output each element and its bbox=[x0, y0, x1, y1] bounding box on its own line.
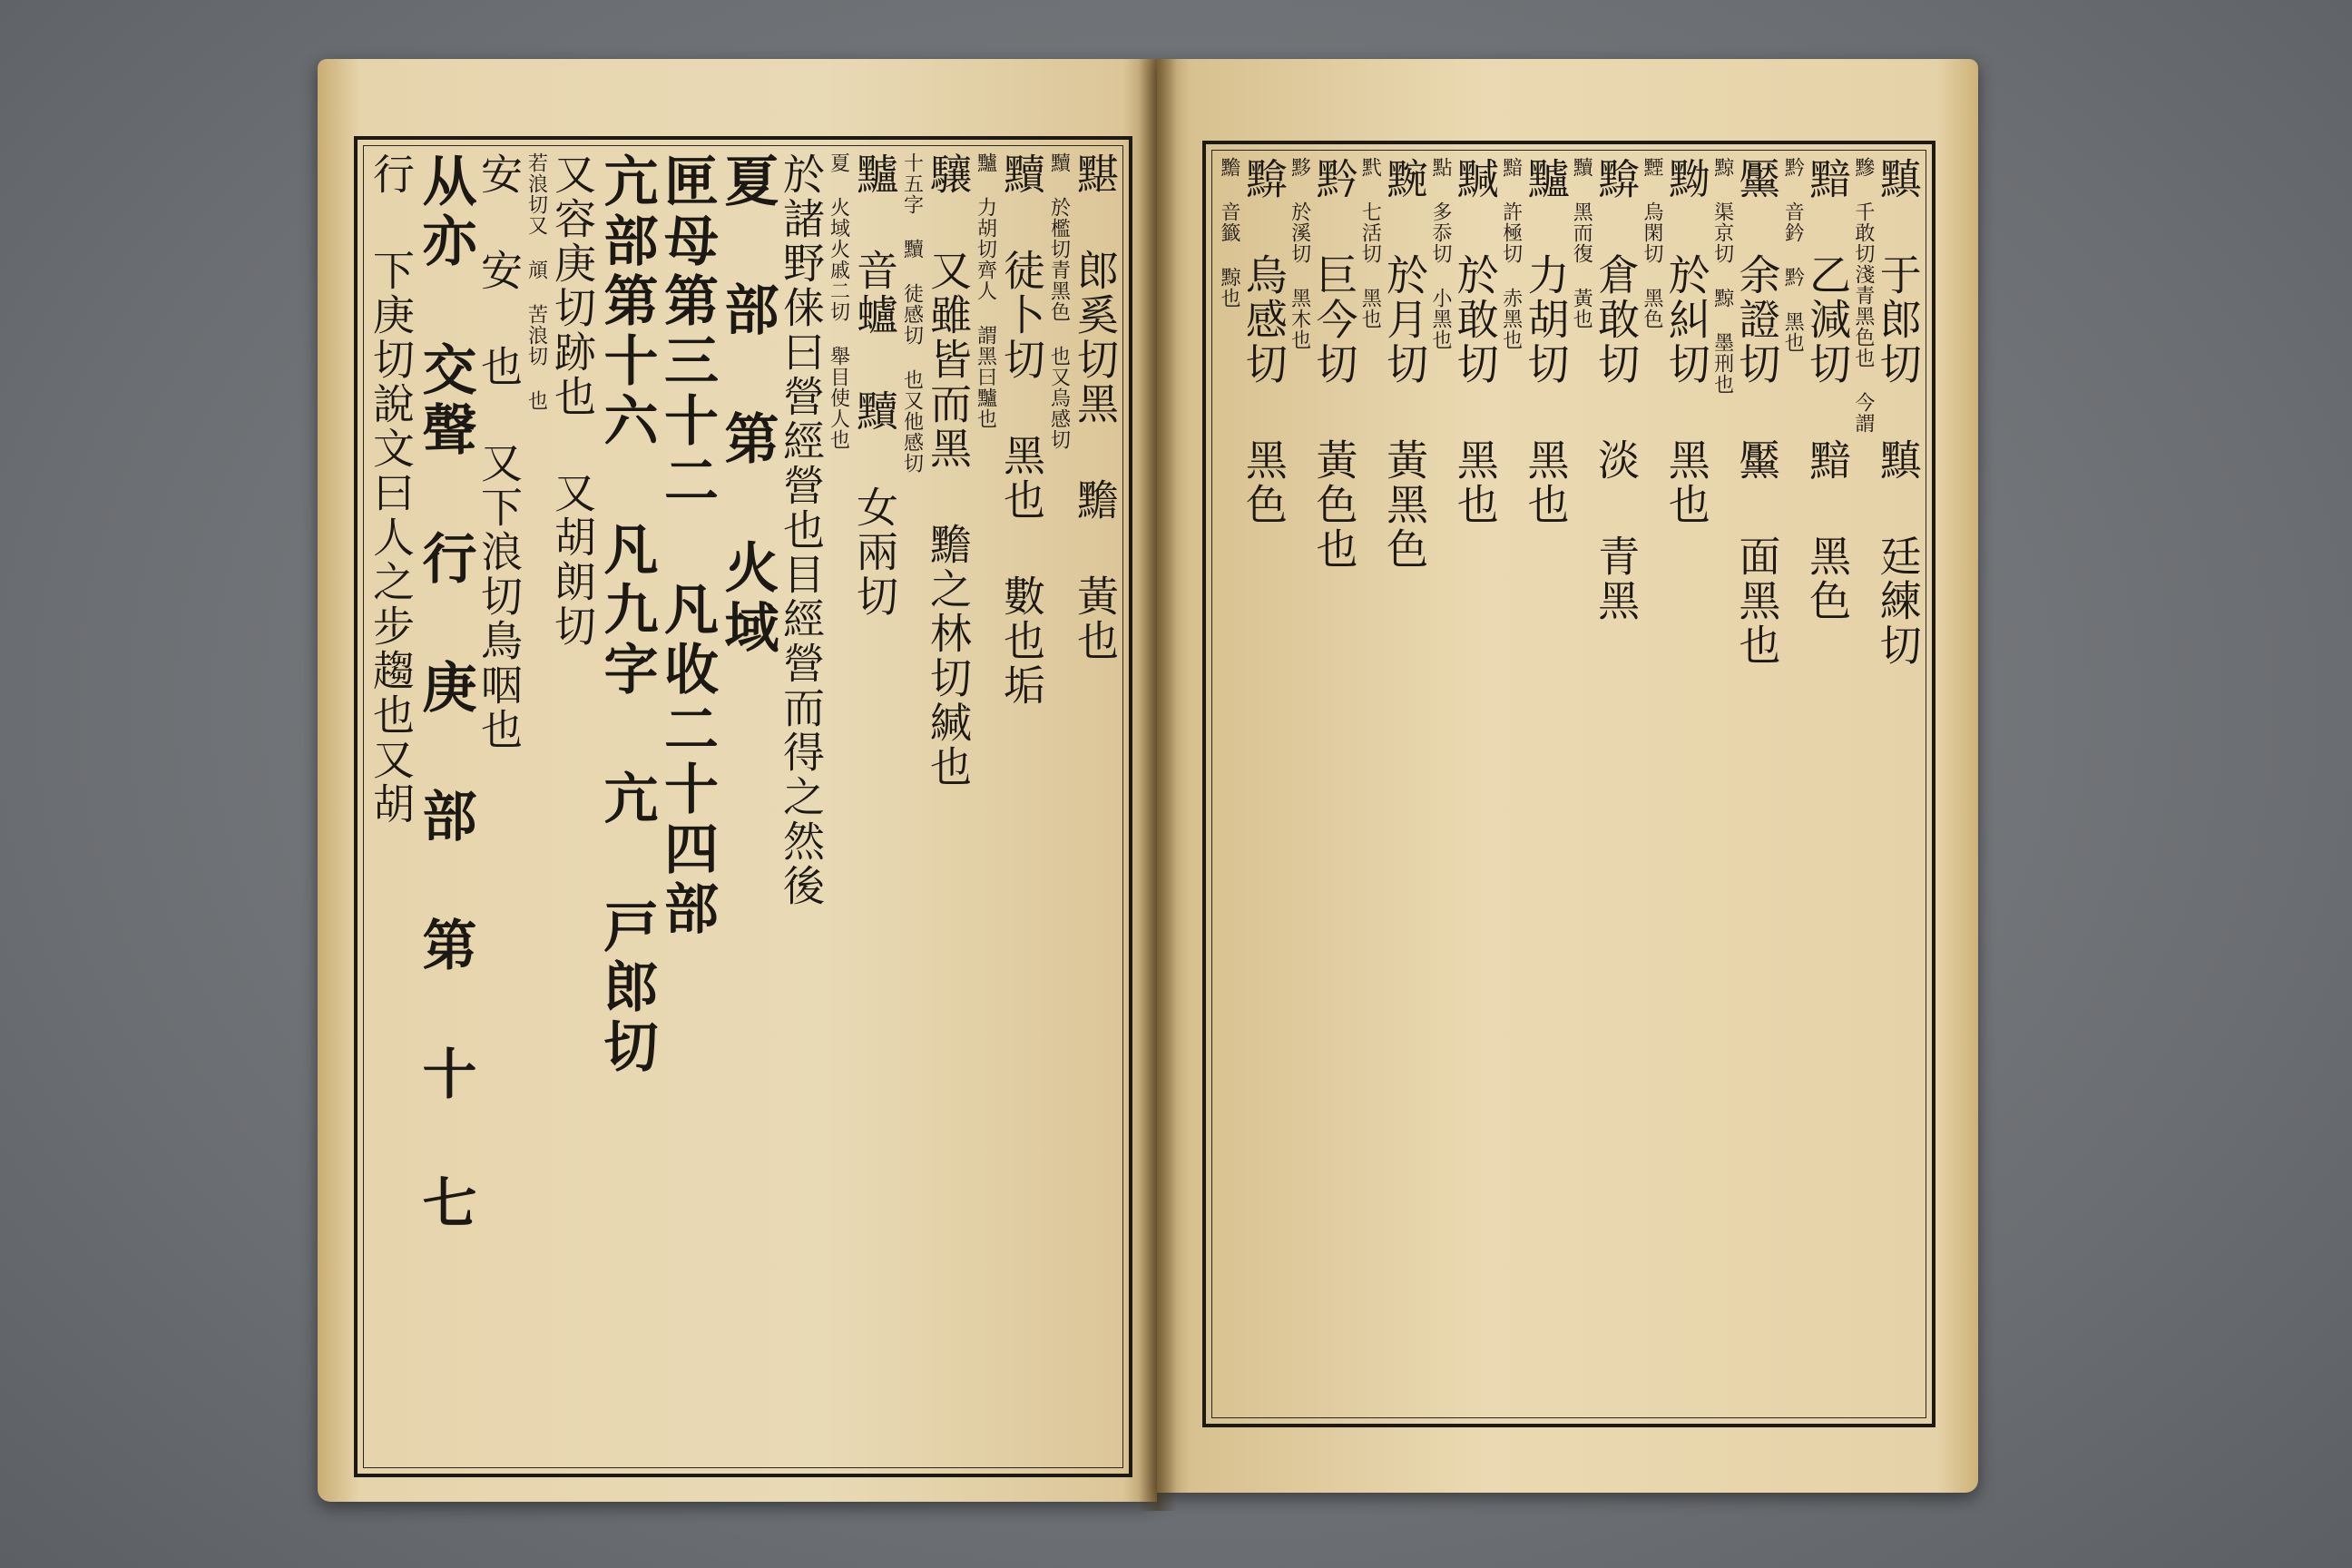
right-page-text-column: 黓 七活切 黑也 bbox=[1358, 157, 1382, 329]
right-page-text-column: 黥 渠京切 黥 墨刑也 bbox=[1710, 157, 1734, 395]
left-page-text-column: 黷 於檻切青黑色 也又烏感切 bbox=[1047, 152, 1071, 450]
open-book bbox=[318, 59, 1978, 1520]
book-gutter bbox=[1139, 59, 1177, 1511]
right-page-text-column: 黯 乙減切 黯 黑色 bbox=[1803, 157, 1853, 623]
left-page-text-column: 驤 又雖皆而黑 黵之林切緘也 bbox=[924, 152, 973, 789]
left-page-text-column: 从亦 交聲 行 庚 部 第 十 七 bbox=[413, 152, 477, 1234]
left-page-columns bbox=[367, 152, 1120, 1461]
left-page-text-column: 夏 火域火戚二切 舉目使人也 bbox=[827, 152, 850, 450]
left-page-text-column: 黷 徒卜切 黑也 數也垢 bbox=[997, 152, 1046, 708]
right-page bbox=[1157, 59, 1978, 1493]
right-page-text-column: 黵 音籤 黥也 bbox=[1218, 157, 1240, 309]
right-page-text-column: 黟 於溪切 黑木也 bbox=[1288, 157, 1311, 350]
left-page-text-column: 黮 郎奚切黑 黵 黃也 bbox=[1071, 152, 1120, 663]
left-page-text-column: 又容庚切跡也 又胡朗切 bbox=[548, 152, 597, 649]
right-page-text-column: 黔 音鈐 黔 黑也 bbox=[1781, 157, 1805, 353]
left-page-frame bbox=[354, 136, 1132, 1477]
left-page-text-column: 十五字 黷 徒感切 也又他感切 bbox=[900, 152, 924, 474]
left-page-text-column: 夏 部 第 火域 bbox=[715, 152, 779, 659]
left-page bbox=[318, 59, 1157, 1502]
right-page-text-column: 黭 倉敢切 淡 青黑 bbox=[1592, 157, 1642, 623]
right-page-text-column: 黶 余證切 黶 面黑也 bbox=[1732, 157, 1782, 668]
left-page-text-column: 黸 力胡切齊人 謂黑曰黸也 bbox=[974, 152, 997, 429]
right-page-text-column: 黷 黑而復 黃也 bbox=[1570, 157, 1593, 329]
left-page-text-column: 行 下庚切說文曰人之步趨也又胡 bbox=[367, 152, 416, 827]
left-page-text-column: 安 安 也 又下浪切鳥咽也 bbox=[475, 152, 524, 752]
right-page-text-column: 黫 烏閑切 黑色 bbox=[1640, 157, 1663, 329]
right-page-text-column: 黭 烏感切 黑色 bbox=[1239, 157, 1289, 527]
left-page-text-column: 若浪切又 頏 苦浪切 也 bbox=[524, 152, 548, 411]
right-page-text-column: 黯 許極切 赤黑也 bbox=[1499, 157, 1523, 350]
right-page-text-column: 黝 於糾切 黑也 bbox=[1661, 157, 1711, 527]
right-page-text-column: 黰 于郎切 黰 廷練切 bbox=[1873, 157, 1923, 668]
left-page-text-column: 匣母第三十二 凡收二十四部 bbox=[655, 152, 719, 940]
right-page-text-column: 黬 於敢切 黑也 bbox=[1450, 157, 1500, 527]
left-page-text-column: 黸 音蠦 黷 女兩切 bbox=[850, 152, 899, 619]
right-page-text-column: 黸 力胡切 黑也 bbox=[1521, 157, 1571, 527]
left-page-text-column: 於諸野俫曰營經營也目經營而得之然後 bbox=[777, 152, 826, 908]
right-page-text-column: 黲 千敢切淺青黑色也 今謂 bbox=[1851, 157, 1875, 434]
right-page-text-column: 黦 於月切 黃黑色 bbox=[1380, 157, 1430, 572]
left-page-text-column: 亢部第十六 凡九字 亢 戸郎切 bbox=[594, 152, 659, 1078]
right-page-columns bbox=[1218, 157, 1923, 1411]
right-page-frame bbox=[1202, 141, 1936, 1427]
right-page-text-column: 點 多忝切 小黑也 bbox=[1428, 157, 1452, 350]
right-page-text-column: 黔 巨今切 黃色也 bbox=[1309, 157, 1359, 572]
